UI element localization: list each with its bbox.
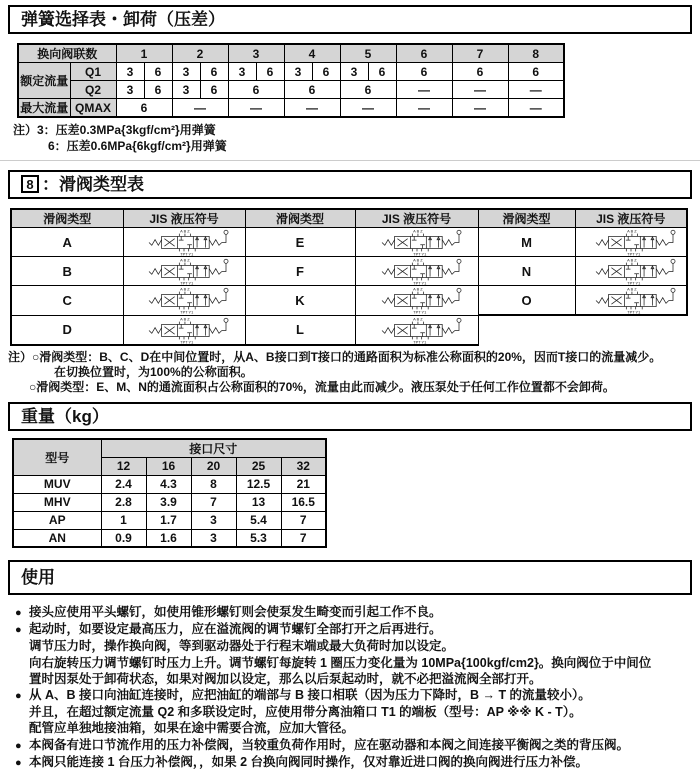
table-row: [11, 286, 687, 316]
spring-value-cell: —: [340, 99, 396, 118]
jis-symbol-cell: [575, 257, 687, 286]
weight-section-title: [8, 402, 692, 431]
spring-col-header: 2: [172, 44, 228, 63]
jis-valve-symbol-icon: [582, 228, 680, 256]
spring-col-header: 4: [284, 44, 340, 63]
row-label: QMAX: [70, 99, 116, 118]
weight-value-cell: 1: [101, 511, 146, 529]
spring-value-cell: —: [284, 99, 340, 118]
jis-symbol-cell: [123, 228, 245, 257]
spool-type-cell: K: [245, 286, 355, 316]
spool-table-header: 滑阀类型: [478, 209, 575, 228]
spring-section-title: [8, 5, 692, 34]
usage-notes-list: [15, 604, 700, 771]
spool-type-cell: B: [11, 257, 123, 286]
jis-valve-symbol-icon: [582, 257, 680, 285]
spool-notes: [8, 350, 700, 395]
weight-size-header: 20: [191, 457, 236, 475]
weight-value-cell: 3: [191, 529, 236, 547]
spring-value-cell: 3: [116, 63, 144, 81]
weight-size-header: 16: [146, 457, 191, 475]
row-label: Q1: [70, 63, 116, 81]
note-line: 6：压差0.6MPa{6kgf/cm²}用弹簧: [48, 139, 227, 153]
usage-line: 调节压力时，操作换向阀，等到驱动器处于行程末端或最大负荷时加以设定。: [29, 639, 455, 654]
spring-value-cell: —: [508, 81, 564, 99]
spring-value-cell: 6: [396, 63, 452, 81]
row-label: Q2: [70, 81, 116, 99]
table-row: [13, 511, 326, 529]
section-number-box: 8: [21, 175, 39, 193]
usage-line: ● 从 A、B 接口向油缸连接时，应把油缸的端部与 B 接口相联（因为压力下降时，B → T 的流量较小）。: [15, 687, 700, 704]
svg-text:TPT Y1: TPT Y1: [626, 309, 641, 314]
weight-value-cell: 4.3: [146, 475, 191, 493]
spring-value-cell: —: [452, 99, 508, 118]
jis-symbol-cell: [355, 286, 478, 316]
jis-valve-symbol-icon: [368, 228, 466, 256]
svg-text:TPT Y1: TPT Y1: [626, 280, 641, 285]
note-line: 在切换位置时，为100%的公称面积。: [54, 364, 253, 379]
spool-type-cell: A: [11, 228, 123, 257]
weight-value-cell: 2.8: [101, 493, 146, 511]
weight-value-cell: 21: [281, 475, 326, 493]
spring-value-cell: 3: [172, 63, 200, 81]
svg-text:TPT Y1: TPT Y1: [180, 309, 194, 315]
svg-text:A B Z: A B Z: [180, 228, 190, 234]
weight-size-header: 25: [236, 457, 281, 475]
note-line: 注）○滑阀类型：B、C、D在中间位置时，从A、B接口到T接口的通路面积为标准公称面积的20%，因而T接口的流量减少。: [8, 349, 662, 364]
weight-value-cell: 3: [191, 511, 236, 529]
usage-line: ● 本阀只能连接 1 台压力补偿阀，，如果 2 台换向阀同时操作，仅对靠近进口阀的换向阀进行压力补偿。: [15, 754, 700, 771]
bullet-icon: ●: [15, 690, 22, 703]
spring-section-title-text: 弹簧选择表・卸荷（压差）: [21, 10, 225, 29]
spool-table-header: 滑阀类型: [245, 209, 355, 228]
svg-text:A B Z: A B Z: [626, 257, 637, 263]
spring-value-cell: 6: [508, 63, 564, 81]
spring-value-cell: 6: [256, 63, 284, 81]
table-row: [18, 81, 564, 99]
weight-value-cell: 7: [281, 511, 326, 529]
empty-cell: [478, 315, 575, 345]
usage-line: 并且，在超过额定流量 Q2 和多联设定时，应使用带分离油箱口 T1 的端板（型号：AP ※※ K - T）。: [29, 705, 582, 720]
spring-value-cell: 3: [340, 63, 368, 81]
spring-col-header: 1: [116, 44, 172, 63]
weight-model-cell: MHV: [13, 493, 101, 511]
svg-text:TPT Y1: TPT Y1: [626, 251, 641, 256]
spool-type-cell: D: [11, 315, 123, 345]
section-separator: [0, 160, 700, 161]
row-group-label: 最大流量: [18, 99, 70, 118]
weight-value-cell: 3.9: [146, 493, 191, 511]
svg-text:A B Z: A B Z: [412, 228, 423, 234]
spool-type-cell: O: [478, 286, 575, 316]
weight-corner-header: 型号: [13, 439, 101, 476]
spring-col-header: 8: [508, 44, 564, 63]
spring-notes: [13, 122, 700, 154]
spring-col-header: 6: [396, 44, 452, 63]
spool-type-cell: C: [11, 286, 123, 316]
table-row: [13, 529, 326, 547]
spring-value-cell: 6: [200, 81, 228, 99]
jis-valve-symbol-icon: [368, 286, 466, 314]
jis-valve-symbol-icon: [368, 257, 466, 285]
usage-line: ● 本阀备有进口节流作用的压力补偿阀，当较重负荷作用时，应在驱动器和本阀之间连接平衡阀之类的背压阀。: [15, 737, 700, 754]
svg-text:A B Z: A B Z: [180, 316, 190, 322]
usage-line: 配管应单独地接油箱，如果在途中需要合流，应加大管径。: [29, 721, 355, 736]
weight-table: [12, 438, 327, 549]
weight-value-cell: 5.3: [236, 529, 281, 547]
spool-type-cell: E: [245, 228, 355, 257]
weight-value-cell: 0.9: [101, 529, 146, 547]
svg-text:A B Z: A B Z: [626, 228, 637, 234]
bullet-icon: ●: [15, 624, 22, 637]
spring-value-cell: 6: [368, 63, 396, 81]
jis-symbol-cell: [575, 228, 687, 257]
svg-text:TPT Y1: TPT Y1: [412, 251, 426, 256]
spring-value-cell: 3: [284, 63, 312, 81]
jis-symbol-cell: [355, 315, 478, 345]
weight-value-cell: 1.7: [146, 511, 191, 529]
spring-selection-table: [17, 43, 565, 118]
weight-value-cell: 2.4: [101, 475, 146, 493]
jis-symbol-cell: [123, 257, 245, 286]
weight-value-cell: 7: [281, 529, 326, 547]
spring-value-cell: 6: [284, 81, 340, 99]
jis-symbol-cell: [355, 257, 478, 286]
spring-value-cell: —: [452, 81, 508, 99]
usage-section-title-text: 使用: [21, 568, 55, 587]
jis-valve-symbol-icon: [368, 316, 466, 344]
svg-text:TPT Y1: TPT Y1: [412, 309, 426, 315]
spool-section-title-text: ：滑阀类型表: [42, 175, 144, 194]
catalog-page: [0, 5, 700, 771]
spring-value-cell: —: [396, 99, 452, 118]
spring-value-cell: —: [396, 81, 452, 99]
usage-line: ● 接头应使用平头螺钉，如使用锥形螺钉则会使泵发生畸变而引起工作不良。: [15, 604, 700, 621]
spring-value-cell: 3: [116, 81, 144, 99]
table-row: [13, 475, 326, 493]
weight-value-cell: 12.5: [236, 475, 281, 493]
weight-model-cell: MUV: [13, 475, 101, 493]
spool-type-cell: F: [245, 257, 355, 286]
empty-cell: [575, 315, 687, 345]
spool-table-header: JIS 液压符号: [355, 209, 478, 228]
usage-line: ● 起动时，如要设定最高压力，应在溢流阀的调节螺钉全部打开之后再进行。: [15, 621, 700, 638]
weight-group-header: 接口尺寸: [101, 439, 326, 458]
svg-text:A B Z: A B Z: [180, 257, 190, 263]
svg-text:A B Z: A B Z: [180, 286, 190, 292]
spool-type-table: [10, 208, 688, 346]
spring-col-header: 3: [228, 44, 284, 63]
table-row: [13, 493, 326, 511]
weight-value-cell: 5.4: [236, 511, 281, 529]
spring-value-cell: 6: [312, 63, 340, 81]
bullet-icon: ●: [15, 739, 22, 752]
spring-corner-header: 换向阀联数: [18, 44, 116, 63]
svg-text:TPT Y1: TPT Y1: [412, 338, 426, 344]
note-line: 注）3：压差0.3MPa{3kgf/cm²}用弹簧: [13, 123, 216, 137]
svg-text:TPT Y1: TPT Y1: [180, 251, 194, 256]
jis-valve-symbol-icon: [135, 257, 233, 285]
jis-symbol-cell: [123, 286, 245, 316]
spool-type-cell: M: [478, 228, 575, 257]
jis-valve-symbol-icon: [582, 286, 680, 314]
weight-size-header: 12: [101, 457, 146, 475]
spool-table-header: 滑阀类型: [11, 209, 123, 228]
bullet-icon: ●: [15, 756, 22, 769]
weight-model-cell: AN: [13, 529, 101, 547]
weight-section-title-text: 重量（kg）: [21, 406, 109, 426]
spool-type-cell: L: [245, 315, 355, 345]
svg-text:A B Z: A B Z: [412, 286, 423, 292]
spring-col-header: 5: [340, 44, 396, 63]
spool-section-title: [8, 170, 692, 199]
table-row: [11, 315, 687, 345]
weight-size-header: 32: [281, 457, 326, 475]
jis-symbol-cell: [575, 286, 687, 316]
spool-table-header: JIS 液压符号: [123, 209, 245, 228]
spring-value-cell: 6: [200, 63, 228, 81]
spring-value-cell: 3: [228, 63, 256, 81]
svg-text:A B Z: A B Z: [412, 257, 423, 263]
table-row: [11, 209, 687, 228]
spring-value-cell: —: [172, 99, 228, 118]
svg-text:TPT Y1: TPT Y1: [180, 280, 194, 285]
svg-text:TPT Y1: TPT Y1: [180, 338, 194, 344]
jis-valve-symbol-icon: [135, 228, 233, 256]
weight-value-cell: 7: [191, 493, 236, 511]
jis-valve-symbol-icon: [135, 286, 233, 314]
table-row: [18, 44, 564, 63]
spring-value-cell: 6: [116, 99, 172, 118]
svg-text:TPT Y1: TPT Y1: [412, 280, 426, 285]
weight-model-cell: AP: [13, 511, 101, 529]
jis-symbol-cell: [123, 315, 245, 345]
spring-value-cell: —: [508, 99, 564, 118]
usage-line: 置时因泵处于卸荷状态，如果对阀加以设定，那么以后泵起动时，就不必把溢流阀全部打开。: [29, 671, 542, 686]
note-line: ○滑阀类型：E、M、N的通流面积占公称面积的70%，流量由此而减少。液压泵处于任何工作位置都不会卸荷。: [29, 379, 615, 394]
jis-valve-symbol-icon: [135, 316, 233, 344]
svg-text:A B Z: A B Z: [412, 316, 423, 322]
spring-col-header: 7: [452, 44, 508, 63]
spring-value-cell: 3: [172, 81, 200, 99]
spring-value-cell: 6: [144, 63, 172, 81]
spring-value-cell: 6: [144, 81, 172, 99]
spring-value-cell: 6: [340, 81, 396, 99]
weight-value-cell: 13: [236, 493, 281, 511]
table-row: [11, 257, 687, 286]
weight-value-cell: 16.5: [281, 493, 326, 511]
bullet-icon: ●: [15, 607, 22, 619]
table-row: [13, 439, 326, 458]
table-row: [18, 63, 564, 81]
svg-text:A B Z: A B Z: [626, 286, 637, 292]
usage-section-title: [8, 560, 692, 595]
spool-type-cell: N: [478, 257, 575, 286]
table-row: [11, 228, 687, 257]
table-row: [18, 99, 564, 118]
spool-table-header: JIS 液压符号: [575, 209, 687, 228]
usage-line: 向右旋转压力调节螺钉时压力上升。调节螺钉每旋转 1 圈压力变化量为 10MPa{100kgf/cm2}。换向阀位于中间位: [29, 655, 652, 670]
spring-value-cell: —: [228, 99, 284, 118]
weight-value-cell: 8: [191, 475, 236, 493]
jis-symbol-cell: [355, 228, 478, 257]
weight-value-cell: 1.6: [146, 529, 191, 547]
spring-value-cell: 6: [452, 63, 508, 81]
spring-value-cell: 6: [228, 81, 284, 99]
row-group-label: 额定流量: [18, 63, 70, 99]
